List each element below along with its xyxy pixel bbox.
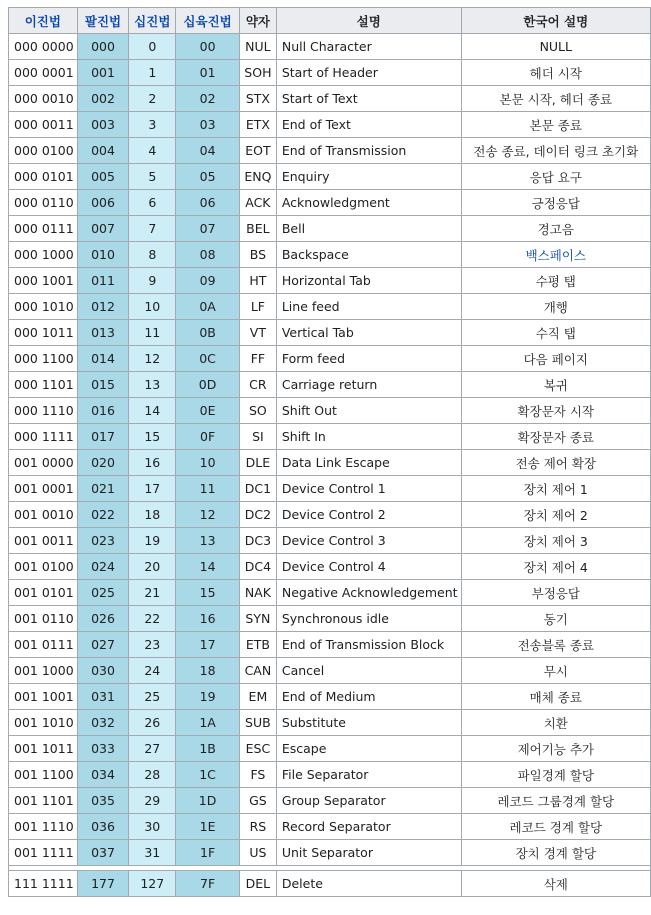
cell-abbr: DLE bbox=[239, 450, 276, 476]
table-row bbox=[9, 346, 651, 372]
cell-description: Form feed bbox=[276, 346, 461, 372]
cell-hex: 16 bbox=[176, 606, 240, 632]
cell-octal: 037 bbox=[77, 840, 129, 866]
table-row bbox=[9, 528, 651, 554]
cell-decimal: 27 bbox=[129, 736, 176, 762]
cell-description: Vertical Tab bbox=[276, 320, 461, 346]
cell-korean[interactable]: 백스페이스 bbox=[461, 242, 650, 268]
table-row bbox=[9, 294, 651, 320]
cell-binary: 000 1000 bbox=[9, 242, 78, 268]
cell-decimal: 19 bbox=[129, 528, 176, 554]
cell-binary: 001 0101 bbox=[9, 580, 78, 606]
cell-description: End of Transmission Block bbox=[276, 632, 461, 658]
cell-binary: 001 0111 bbox=[9, 632, 78, 658]
cell-description: Delete bbox=[276, 871, 461, 897]
cell-description: Escape bbox=[276, 736, 461, 762]
header-binary[interactable]: 이진법 bbox=[9, 8, 78, 34]
cell-abbr: DC4 bbox=[239, 554, 276, 580]
cell-hex: 0F bbox=[176, 424, 240, 450]
cell-abbr: SO bbox=[239, 398, 276, 424]
cell-binary: 001 0001 bbox=[9, 476, 78, 502]
cell-decimal: 17 bbox=[129, 476, 176, 502]
cell-description: Null Character bbox=[276, 34, 461, 60]
cell-octal: 021 bbox=[77, 476, 129, 502]
table-row-del bbox=[9, 871, 651, 897]
cell-octal: 036 bbox=[77, 814, 129, 840]
cell-abbr: HT bbox=[239, 268, 276, 294]
cell-binary: 000 1110 bbox=[9, 398, 78, 424]
cell-hex: 09 bbox=[176, 268, 240, 294]
cell-description: Synchronous idle bbox=[276, 606, 461, 632]
cell-hex: 0E bbox=[176, 398, 240, 424]
cell-description: Group Separator bbox=[276, 788, 461, 814]
cell-abbr: ETB bbox=[239, 632, 276, 658]
cell-octal: 035 bbox=[77, 788, 129, 814]
cell-korean: 전송 종료, 데이터 링크 초기화 bbox=[461, 138, 650, 164]
cell-hex: 01 bbox=[176, 60, 240, 86]
cell-abbr: SUB bbox=[239, 710, 276, 736]
cell-description: File Separator bbox=[276, 762, 461, 788]
cell-decimal: 0 bbox=[129, 34, 176, 60]
cell-korean: 수직 탭 bbox=[461, 320, 650, 346]
cell-decimal: 15 bbox=[129, 424, 176, 450]
cell-decimal: 8 bbox=[129, 242, 176, 268]
cell-description: Device Control 3 bbox=[276, 528, 461, 554]
cell-octal: 004 bbox=[77, 138, 129, 164]
cell-decimal: 31 bbox=[129, 840, 176, 866]
cell-korean: 확장문자 종료 bbox=[461, 424, 650, 450]
cell-abbr: GS bbox=[239, 788, 276, 814]
cell-decimal: 7 bbox=[129, 216, 176, 242]
cell-octal: 017 bbox=[77, 424, 129, 450]
table-row bbox=[9, 424, 651, 450]
cell-hex: 1A bbox=[176, 710, 240, 736]
cell-decimal: 21 bbox=[129, 580, 176, 606]
cell-abbr: SI bbox=[239, 424, 276, 450]
cell-korean: 확장문자 시작 bbox=[461, 398, 650, 424]
header-description: 설명 bbox=[276, 8, 461, 34]
cell-hex: 07 bbox=[176, 216, 240, 242]
cell-octal: 024 bbox=[77, 554, 129, 580]
cell-korean: 파일경계 할당 bbox=[461, 762, 650, 788]
table-row bbox=[9, 398, 651, 424]
cell-decimal: 2 bbox=[129, 86, 176, 112]
cell-binary: 000 1011 bbox=[9, 320, 78, 346]
cell-binary: 001 1001 bbox=[9, 684, 78, 710]
cell-description: Shift In bbox=[276, 424, 461, 450]
cell-octal: 026 bbox=[77, 606, 129, 632]
cell-korean: 제어기능 추가 bbox=[461, 736, 650, 762]
cell-binary: 001 1101 bbox=[9, 788, 78, 814]
cell-description: Device Control 1 bbox=[276, 476, 461, 502]
cell-decimal: 23 bbox=[129, 632, 176, 658]
cell-korean: 장치 제어 1 bbox=[461, 476, 650, 502]
cell-decimal: 10 bbox=[129, 294, 176, 320]
cell-binary: 111 1111 bbox=[9, 871, 78, 897]
cell-description: Device Control 4 bbox=[276, 554, 461, 580]
cell-octal: 032 bbox=[77, 710, 129, 736]
cell-octal: 033 bbox=[77, 736, 129, 762]
cell-korean: 장치 제어 3 bbox=[461, 528, 650, 554]
cell-korean: NULL bbox=[461, 34, 650, 60]
cell-octal: 002 bbox=[77, 86, 129, 112]
cell-description: Horizontal Tab bbox=[276, 268, 461, 294]
cell-decimal: 28 bbox=[129, 762, 176, 788]
cell-description: Record Separator bbox=[276, 814, 461, 840]
cell-abbr: ESC bbox=[239, 736, 276, 762]
cell-description: Line feed bbox=[276, 294, 461, 320]
cell-abbr: EM bbox=[239, 684, 276, 710]
cell-hex: 02 bbox=[176, 86, 240, 112]
cell-korean: 본문 종료 bbox=[461, 112, 650, 138]
cell-korean: 장치 제어 4 bbox=[461, 554, 650, 580]
cell-binary: 000 1101 bbox=[9, 372, 78, 398]
cell-hex: 11 bbox=[176, 476, 240, 502]
cell-description: Enquiry bbox=[276, 164, 461, 190]
cell-description: Acknowledgment bbox=[276, 190, 461, 216]
cell-hex: 19 bbox=[176, 684, 240, 710]
cell-binary: 001 0000 bbox=[9, 450, 78, 476]
cell-abbr: CR bbox=[239, 372, 276, 398]
cell-decimal: 9 bbox=[129, 268, 176, 294]
cell-abbr: CAN bbox=[239, 658, 276, 684]
table-row bbox=[9, 762, 651, 788]
table-row bbox=[9, 190, 651, 216]
cell-octal: 031 bbox=[77, 684, 129, 710]
cell-abbr: LF bbox=[239, 294, 276, 320]
cell-binary: 000 0101 bbox=[9, 164, 78, 190]
cell-decimal: 26 bbox=[129, 710, 176, 736]
cell-korean: 레코드 그룹경계 할당 bbox=[461, 788, 650, 814]
cell-hex: 12 bbox=[176, 502, 240, 528]
cell-hex: 7F bbox=[176, 871, 240, 897]
cell-decimal: 25 bbox=[129, 684, 176, 710]
cell-abbr: ETX bbox=[239, 112, 276, 138]
cell-korean: 부정응답 bbox=[461, 580, 650, 606]
cell-octal: 012 bbox=[77, 294, 129, 320]
ascii-control-table bbox=[8, 7, 651, 897]
cell-korean: 본문 시작, 헤더 종료 bbox=[461, 86, 650, 112]
table-row bbox=[9, 112, 651, 138]
cell-abbr: BS bbox=[239, 242, 276, 268]
cell-description: End of Text bbox=[276, 112, 461, 138]
header-abbr: 약자 bbox=[239, 8, 276, 34]
cell-korean: 레코드 경계 할당 bbox=[461, 814, 650, 840]
cell-description: Start of Header bbox=[276, 60, 461, 86]
cell-binary: 000 1001 bbox=[9, 268, 78, 294]
table-row bbox=[9, 580, 651, 606]
cell-abbr: DEL bbox=[239, 871, 276, 897]
cell-description: Negative Acknowledgement bbox=[276, 580, 461, 606]
cell-decimal: 1 bbox=[129, 60, 176, 86]
cell-korean: 치환 bbox=[461, 710, 650, 736]
cell-hex: 1D bbox=[176, 788, 240, 814]
cell-hex: 06 bbox=[176, 190, 240, 216]
cell-binary: 001 1100 bbox=[9, 762, 78, 788]
table-row bbox=[9, 502, 651, 528]
cell-hex: 15 bbox=[176, 580, 240, 606]
header-hex[interactable]: 십육진법 bbox=[176, 8, 240, 34]
cell-octal: 006 bbox=[77, 190, 129, 216]
cell-binary: 000 0110 bbox=[9, 190, 78, 216]
cell-abbr: NAK bbox=[239, 580, 276, 606]
cell-octal: 034 bbox=[77, 762, 129, 788]
cell-abbr: NUL bbox=[239, 34, 276, 60]
table-row bbox=[9, 320, 651, 346]
header-octal[interactable]: 팔진법 bbox=[77, 8, 129, 34]
cell-binary: 000 0001 bbox=[9, 60, 78, 86]
cell-hex: 10 bbox=[176, 450, 240, 476]
cell-decimal: 12 bbox=[129, 346, 176, 372]
cell-binary: 000 0000 bbox=[9, 34, 78, 60]
cell-abbr: ENQ bbox=[239, 164, 276, 190]
cell-korean: 동기 bbox=[461, 606, 650, 632]
cell-octal: 010 bbox=[77, 242, 129, 268]
cell-hex: 0C bbox=[176, 346, 240, 372]
cell-korean: 개행 bbox=[461, 294, 650, 320]
table-row bbox=[9, 34, 651, 60]
cell-decimal: 22 bbox=[129, 606, 176, 632]
cell-korean: 경고음 bbox=[461, 216, 650, 242]
cell-binary: 001 1010 bbox=[9, 710, 78, 736]
cell-korean: 장치 제어 2 bbox=[461, 502, 650, 528]
cell-decimal: 13 bbox=[129, 372, 176, 398]
table-row bbox=[9, 164, 651, 190]
cell-decimal: 20 bbox=[129, 554, 176, 580]
table-row bbox=[9, 554, 651, 580]
table-row bbox=[9, 632, 651, 658]
cell-decimal: 3 bbox=[129, 112, 176, 138]
cell-hex: 00 bbox=[176, 34, 240, 60]
cell-octal: 003 bbox=[77, 112, 129, 138]
cell-hex: 14 bbox=[176, 554, 240, 580]
cell-description: Substitute bbox=[276, 710, 461, 736]
cell-hex: 13 bbox=[176, 528, 240, 554]
cell-korean: 복귀 bbox=[461, 372, 650, 398]
cell-octal: 014 bbox=[77, 346, 129, 372]
cell-hex: 0D bbox=[176, 372, 240, 398]
table-row bbox=[9, 476, 651, 502]
cell-description: Device Control 2 bbox=[276, 502, 461, 528]
cell-abbr: BEL bbox=[239, 216, 276, 242]
cell-decimal: 127 bbox=[129, 871, 176, 897]
cell-description: Carriage return bbox=[276, 372, 461, 398]
cell-decimal: 14 bbox=[129, 398, 176, 424]
table-row bbox=[9, 60, 651, 86]
cell-binary: 001 0011 bbox=[9, 528, 78, 554]
cell-korean: 장치 경계 할당 bbox=[461, 840, 650, 866]
table-row bbox=[9, 788, 651, 814]
cell-abbr: FS bbox=[239, 762, 276, 788]
table-row bbox=[9, 216, 651, 242]
cell-octal: 023 bbox=[77, 528, 129, 554]
header-decimal[interactable]: 십진법 bbox=[129, 8, 176, 34]
table-row bbox=[9, 450, 651, 476]
cell-hex: 0A bbox=[176, 294, 240, 320]
cell-abbr: SOH bbox=[239, 60, 276, 86]
table-body bbox=[9, 34, 651, 897]
cell-abbr: ACK bbox=[239, 190, 276, 216]
header-korean: 한국어 설명 bbox=[461, 8, 650, 34]
cell-decimal: 4 bbox=[129, 138, 176, 164]
cell-korean: 삭제 bbox=[461, 871, 650, 897]
cell-decimal: 16 bbox=[129, 450, 176, 476]
cell-octal: 001 bbox=[77, 60, 129, 86]
cell-korean: 긍정응답 bbox=[461, 190, 650, 216]
cell-abbr: SYN bbox=[239, 606, 276, 632]
cell-binary: 000 1111 bbox=[9, 424, 78, 450]
cell-hex: 08 bbox=[176, 242, 240, 268]
cell-decimal: 30 bbox=[129, 814, 176, 840]
cell-binary: 001 1110 bbox=[9, 814, 78, 840]
cell-abbr: US bbox=[239, 840, 276, 866]
cell-abbr: VT bbox=[239, 320, 276, 346]
cell-binary: 000 1100 bbox=[9, 346, 78, 372]
cell-octal: 000 bbox=[77, 34, 129, 60]
cell-korean: 수평 탭 bbox=[461, 268, 650, 294]
cell-abbr: FF bbox=[239, 346, 276, 372]
table-row bbox=[9, 710, 651, 736]
cell-description: Unit Separator bbox=[276, 840, 461, 866]
cell-abbr: STX bbox=[239, 86, 276, 112]
table-row bbox=[9, 736, 651, 762]
cell-decimal: 29 bbox=[129, 788, 176, 814]
cell-octal: 022 bbox=[77, 502, 129, 528]
cell-hex: 17 bbox=[176, 632, 240, 658]
cell-description: End of Transmission bbox=[276, 138, 461, 164]
cell-decimal: 11 bbox=[129, 320, 176, 346]
cell-octal: 015 bbox=[77, 372, 129, 398]
cell-binary: 001 1111 bbox=[9, 840, 78, 866]
table-row bbox=[9, 606, 651, 632]
cell-octal: 030 bbox=[77, 658, 129, 684]
cell-hex: 1B bbox=[176, 736, 240, 762]
cell-octal: 005 bbox=[77, 164, 129, 190]
cell-octal: 016 bbox=[77, 398, 129, 424]
cell-korean: 무시 bbox=[461, 658, 650, 684]
cell-binary: 001 0010 bbox=[9, 502, 78, 528]
cell-binary: 001 1011 bbox=[9, 736, 78, 762]
cell-decimal: 24 bbox=[129, 658, 176, 684]
table-row bbox=[9, 242, 651, 268]
cell-description: Backspace bbox=[276, 242, 461, 268]
cell-decimal: 18 bbox=[129, 502, 176, 528]
cell-binary: 000 1010 bbox=[9, 294, 78, 320]
cell-binary: 000 0011 bbox=[9, 112, 78, 138]
cell-binary: 000 0100 bbox=[9, 138, 78, 164]
cell-decimal: 5 bbox=[129, 164, 176, 190]
cell-hex: 1C bbox=[176, 762, 240, 788]
cell-korean: 전송 제어 확장 bbox=[461, 450, 650, 476]
table-row bbox=[9, 840, 651, 866]
cell-korean: 다음 페이지 bbox=[461, 346, 650, 372]
cell-binary: 001 1000 bbox=[9, 658, 78, 684]
cell-octal: 011 bbox=[77, 268, 129, 294]
cell-hex: 1E bbox=[176, 814, 240, 840]
cell-hex: 04 bbox=[176, 138, 240, 164]
cell-octal: 007 bbox=[77, 216, 129, 242]
cell-hex: 03 bbox=[176, 112, 240, 138]
cell-description: Cancel bbox=[276, 658, 461, 684]
header-row bbox=[9, 8, 651, 34]
cell-octal: 013 bbox=[77, 320, 129, 346]
cell-abbr: RS bbox=[239, 814, 276, 840]
table-row bbox=[9, 268, 651, 294]
cell-abbr: DC3 bbox=[239, 528, 276, 554]
cell-hex: 0B bbox=[176, 320, 240, 346]
cell-korean: 전송블록 종료 bbox=[461, 632, 650, 658]
cell-hex: 05 bbox=[176, 164, 240, 190]
table-row bbox=[9, 372, 651, 398]
cell-decimal: 6 bbox=[129, 190, 176, 216]
cell-korean: 헤더 시작 bbox=[461, 60, 650, 86]
cell-octal: 020 bbox=[77, 450, 129, 476]
table-row bbox=[9, 684, 651, 710]
cell-octal: 027 bbox=[77, 632, 129, 658]
cell-description: End of Medium bbox=[276, 684, 461, 710]
cell-binary: 000 0111 bbox=[9, 216, 78, 242]
cell-description: Shift Out bbox=[276, 398, 461, 424]
cell-abbr: EOT bbox=[239, 138, 276, 164]
cell-description: Start of Text bbox=[276, 86, 461, 112]
cell-hex: 18 bbox=[176, 658, 240, 684]
table-row bbox=[9, 814, 651, 840]
table-row bbox=[9, 86, 651, 112]
cell-binary: 001 0110 bbox=[9, 606, 78, 632]
table-row bbox=[9, 138, 651, 164]
table-row bbox=[9, 658, 651, 684]
cell-description: Bell bbox=[276, 216, 461, 242]
cell-description: Data Link Escape bbox=[276, 450, 461, 476]
cell-binary: 000 0010 bbox=[9, 86, 78, 112]
cell-binary: 001 0100 bbox=[9, 554, 78, 580]
cell-octal: 177 bbox=[77, 871, 129, 897]
cell-octal: 025 bbox=[77, 580, 129, 606]
cell-korean: 응답 요구 bbox=[461, 164, 650, 190]
cell-abbr: DC1 bbox=[239, 476, 276, 502]
cell-abbr: DC2 bbox=[239, 502, 276, 528]
cell-korean: 매체 종료 bbox=[461, 684, 650, 710]
cell-hex: 1F bbox=[176, 840, 240, 866]
